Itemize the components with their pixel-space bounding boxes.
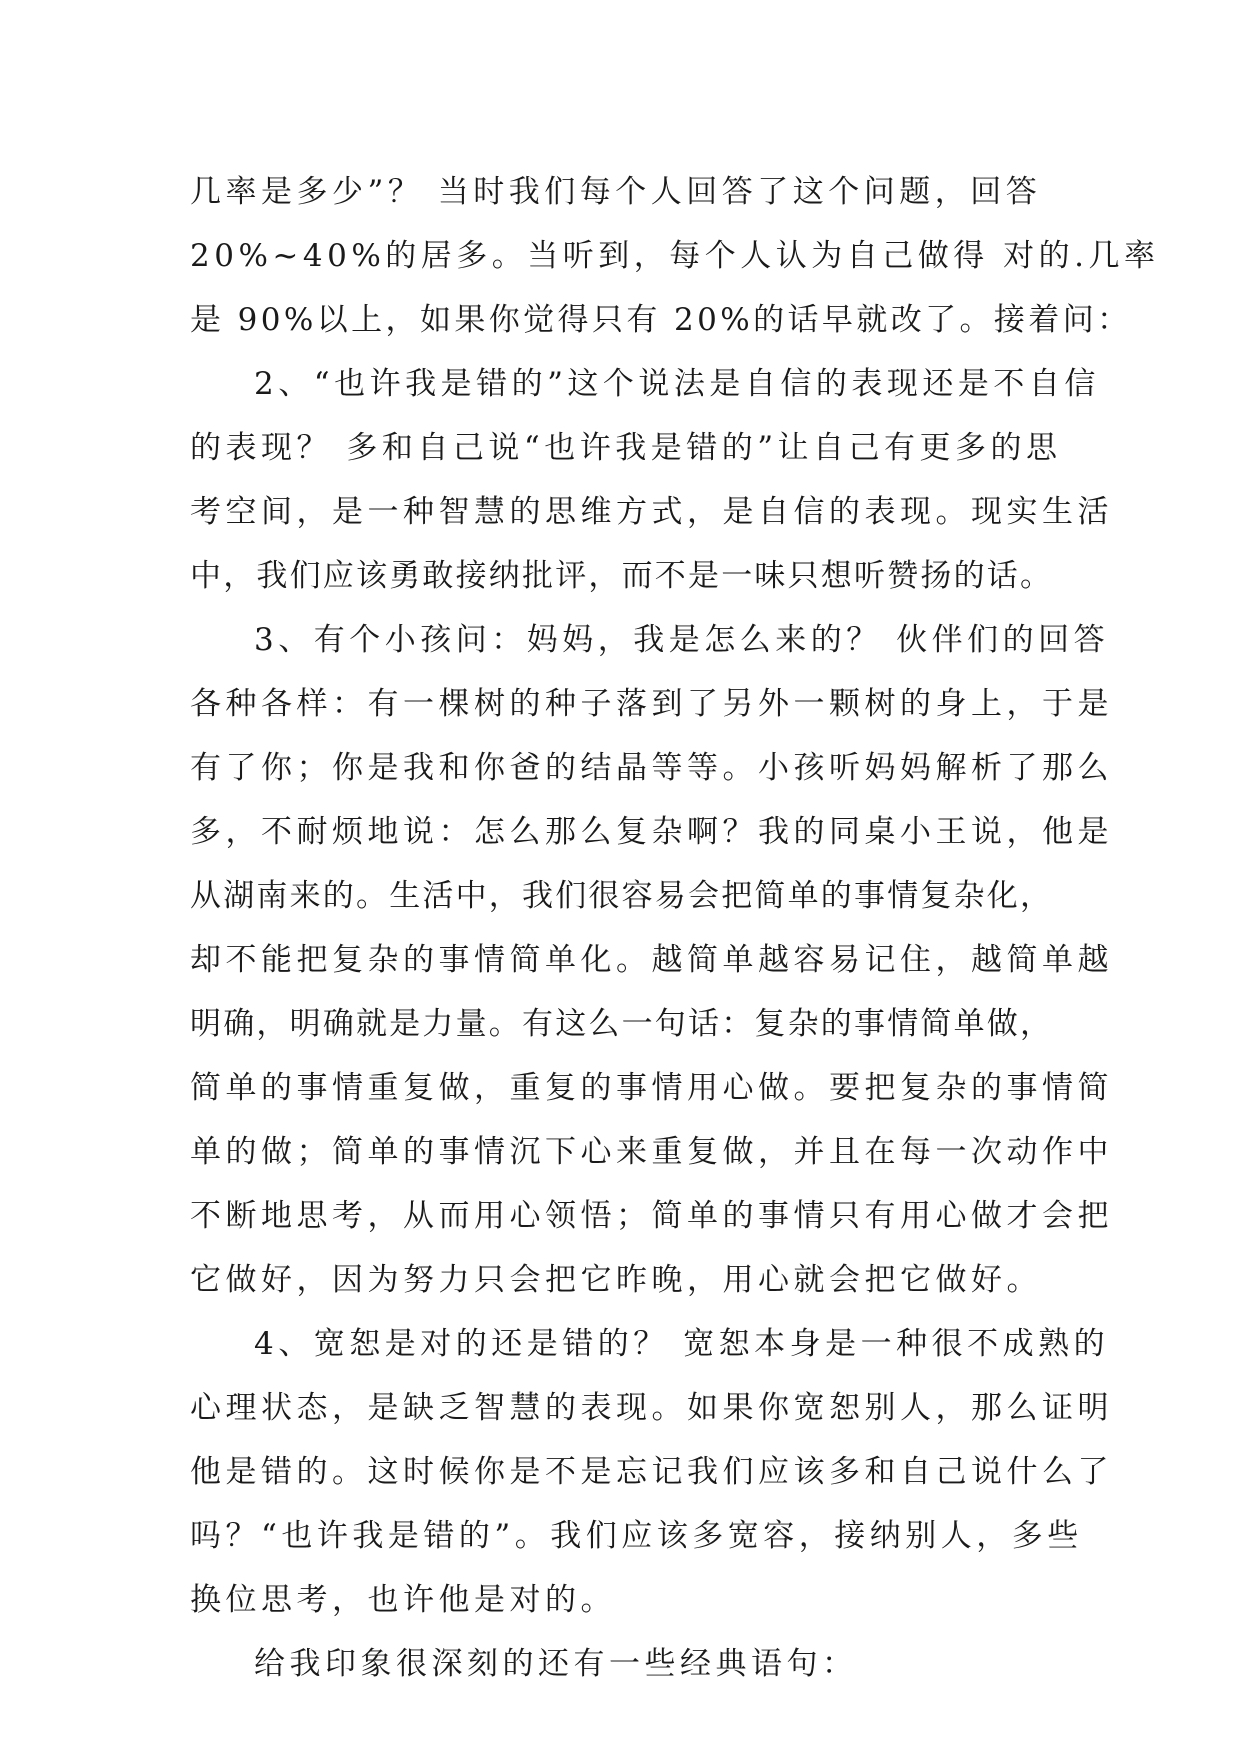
text-line: 简单的事情重复做，重复的事情用心做。要把复杂的事情简 [190, 1070, 1113, 1106]
text-line: 中，我们应该勇敢接纳批评，而不是一味只想听赞扬的话。 [190, 558, 1054, 594]
text-line: 几率是多少”？ 当时我们每个人回答了这个问题，回答 [190, 174, 1042, 210]
text-line: 20%~40%的居多。当听到，每个人认为自己做得 对的.几率 [190, 238, 1160, 274]
text-line: 是 90%以上，如果你觉得只有 20%的话早就改了。接着问： [190, 302, 1132, 338]
paragraph-2-start: 2、“也许我是错的”这个说法是自信的表现还是不自信 [254, 366, 1100, 402]
text-line: 从湖南来的。生活中，我们很容易会把简单的事情复杂化， [190, 878, 1054, 914]
text-line: 考空间，是一种智慧的思维方式，是自信的表现。现实生活 [190, 494, 1113, 530]
text-line: 多，不耐烦地说：怎么那么复杂啊？我的同桌小王说，他是 [190, 814, 1113, 850]
text-line: 他是错的。这时候你是不是忘记我们应该多和自己说什么了 [190, 1454, 1113, 1490]
text-line: 有了你；你是我和你爸的结晶等等。小孩听妈妈解析了那么 [190, 750, 1113, 786]
text-line: 明确，明确就是力量。有这么一句话：复杂的事情简单做， [190, 1006, 1054, 1042]
paragraph-3-start: 3、有个小孩问：妈妈，我是怎么来的？ 伙伴们的回答 [254, 622, 1110, 658]
closing-line: 给我印象很深刻的还有一些经典语句： [254, 1646, 858, 1682]
text-line: 单的做；简单的事情沉下心来重复做，并且在每一次动作中 [190, 1134, 1113, 1170]
text-line: 却不能把复杂的事情简单化。越简单越容易记住，越简单越 [190, 942, 1113, 978]
text-line: 的表现？ 多和自己说“也许我是错的”让自己有更多的思 [190, 430, 1062, 466]
text-line: 各种各样：有一棵树的种子落到了另外一颗树的身上，于是 [190, 686, 1113, 722]
text-line: 心理状态，是缺乏智慧的表现。如果你宽恕别人，那么证明 [190, 1390, 1113, 1426]
paragraph-4-start: 4、宽恕是对的还是错的？ 宽恕本身是一种很不成熟的 [254, 1326, 1110, 1362]
text-line: 换位思考，也许他是对的。 [190, 1582, 616, 1618]
text-line: 它做好，因为努力只会把它昨晚，用心就会把它做好。 [190, 1262, 1042, 1298]
text-line: 吗？“也许我是错的”。我们应该多宽容，接纳别人，多些 [190, 1518, 1083, 1554]
text-line: 不断地思考，从而用心领悟；简单的事情只有用心做才会把 [190, 1198, 1113, 1234]
document-body [190, 160, 1160, 1696]
